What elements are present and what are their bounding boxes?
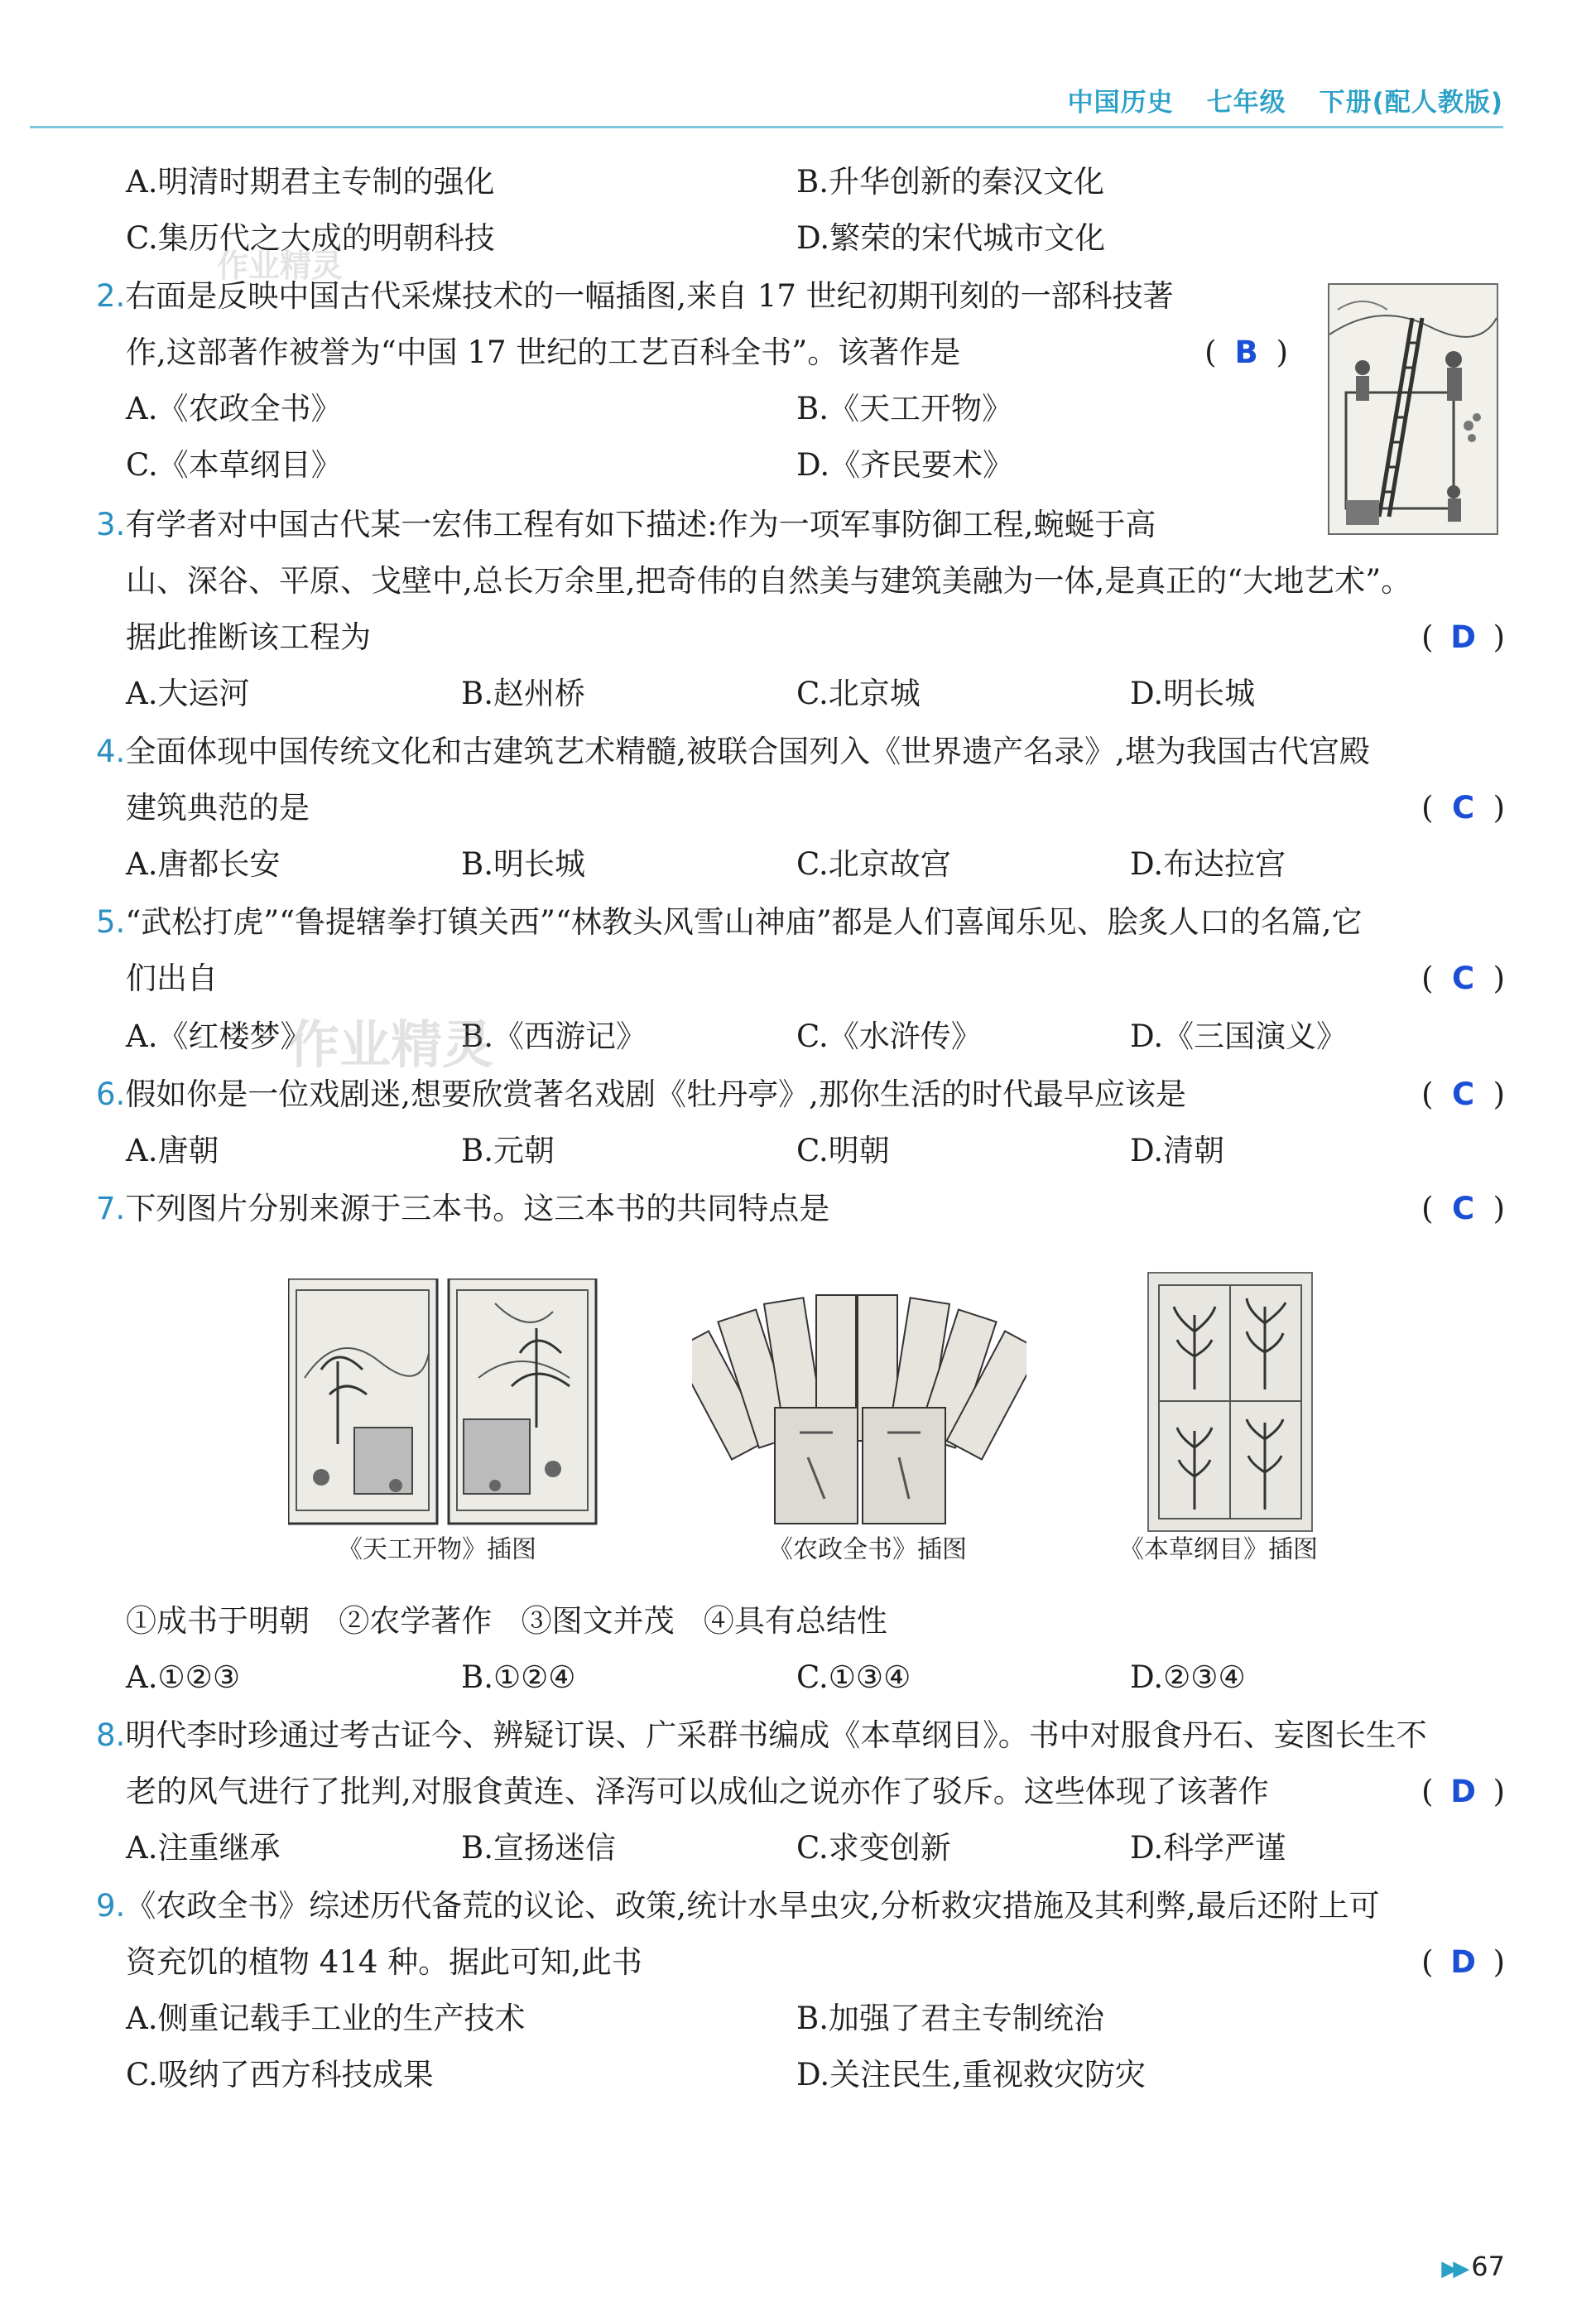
question-8 [96,1716,1427,1755]
question-number: 5. [96,904,126,940]
answer-q8: ( D ) [1421,1772,1505,1812]
q3-option-c: C.北京城 [796,676,921,711]
nongzheng-quanshu-illustration [692,1275,1026,1529]
question-text: 假如你是一位戏剧迷,想要欣赏著名戏剧《牡丹亭》,那你生活的时代最早应该是 [125,1076,1186,1112]
q7-option-a: A.①②③ [126,1659,240,1695]
header-subject: 中国历史 [1067,88,1174,118]
q5-option-d: D.《三国演义》 [1130,1019,1348,1054]
q4-option-b: B.明长城 [461,846,585,882]
bencao-gangmu-drawing [1149,1274,1311,1530]
q1-option-c: C.集历代之大成的明朝科技 [126,220,495,256]
question-3 [96,505,1156,545]
q9-option-a: A.侧重记载手工业的生产技术 [126,2001,526,2036]
watermark: 作业精灵 [217,248,344,284]
answer-letter: C [1451,961,1475,996]
q1-option-a: A.明清时期君主专制的强化 [126,164,495,200]
question-text: 明代李时珍通过考古证今、辨疑订误、广采群书编成《本草纲目》。书中对服食丹石、妄图长生不 [125,1717,1427,1753]
answer-q5: ( C ) [1421,959,1505,999]
bencao-gangmu-illustration [1147,1272,1313,1532]
answer-letter: C [1451,1191,1475,1226]
question-text: 据此推断该工程为 [126,619,371,655]
coal-mining-illustration [1328,283,1498,535]
q7-option-c: C.①③④ [796,1659,911,1695]
question-9 [96,1886,1380,1926]
q8-option-b: B.宣扬迷信 [461,1830,616,1866]
q9-option-c: C.吸纳了西方科技成果 [126,2057,434,2093]
answer-q2: ( B ) [1204,333,1288,373]
header-title [1035,81,1503,118]
q2-option-b: B.《天工开物》 [796,391,1012,426]
question-7 [96,1189,829,1229]
question-text: 老的风气进行了批判,对服食黄连、泽泻可以成仙之说亦作了驳斥。这些体现了该著作 [126,1774,1269,1809]
question-5 [96,903,1363,942]
question-number: 9. [96,1888,126,1924]
q6-option-d: D.清朝 [1130,1133,1225,1168]
answer-letter: B [1234,335,1258,370]
q9-option-d: D.关注民生,重视救灾防灾 [796,2057,1146,2093]
question-text: 资充饥的植物 414 种。据此可知,此书 [126,1944,642,1980]
question-text: 下列图片分别来源于三本书。这三本书的共同特点是 [125,1191,830,1226]
tiangong-kaiwu-illustration [288,1279,598,1527]
q7-option-d: D.②③④ [1130,1659,1246,1695]
q1-option-b: B.升华创新的秦汉文化 [796,164,1104,200]
answer-letter: C [1451,790,1475,826]
answer-letter: D [1450,1774,1476,1809]
answer-q7: ( C ) [1421,1189,1505,1229]
q2-option-a: A.《农政全书》 [126,391,342,426]
question-4 [96,732,1370,772]
q2-option-c: C.《本草纲目》 [126,447,342,483]
caption-tiangong-kaiwu: 《天工开物》插图 [338,1535,536,1564]
q6-option-a: A.唐朝 [126,1133,219,1168]
q8-option-d: D.科学严谨 [1130,1830,1286,1866]
caption-nongzheng-quanshu: 《农政全书》插图 [768,1535,967,1564]
answer-q6: ( C ) [1421,1075,1505,1115]
answer-letter: D [1450,619,1476,655]
question-text: 山、深谷、平原、戈壁中,总长万余里,把奇伟的自然美与建筑美融为一体,是真正的“大地艺术”。 [126,563,1412,599]
q8-option-c: C.求变创新 [796,1830,951,1866]
question-text: 有学者对中国古代某一宏伟工程有如下描述:作为一项军事防御工程,蜿蜒于高 [125,507,1156,542]
page-number: 67 [1471,2251,1505,2282]
q5-option-c: C.《水浒传》 [796,1019,982,1054]
coal-mining-drawing [1329,285,1497,533]
q6-option-c: C.明朝 [796,1133,890,1168]
question-number: 2. [96,278,126,314]
q7-option-b: B.①②④ [461,1659,576,1695]
question-text: 建筑典范的是 [126,790,310,826]
answer-letter: D [1450,1944,1476,1980]
watermark: 作业精灵 [288,1014,494,1075]
question-text: “武松打虎”“鲁提辖拳打镇关西”“林教头风雪山神庙”都是人们喜闻乐见、脍炙人口的名篇,它 [125,904,1363,940]
header-grade: 七年级 [1206,88,1286,118]
page-header [30,73,1503,128]
q4-option-c: C.北京故宫 [796,846,951,882]
question-text: 们出自 [126,961,218,996]
tiangong-kaiwu-drawing [288,1279,598,1527]
question-number: 3. [96,507,126,542]
arrow-icon: ▶▶ [1441,2256,1465,2281]
page-footer [1441,2251,1505,2282]
header-volume: 下册(配人教版) [1319,88,1503,118]
q5-option-a: A.《红楼梦》 [126,1019,311,1054]
q3-option-b: B.赵州桥 [461,676,585,711]
q7-statements: ①成书于明朝 ②农学著作 ③图文并茂 ④具有总结性 [126,1603,887,1639]
nongzheng-quanshu-drawing [692,1275,1026,1529]
q5-option-b: B.《西游记》 [461,1019,647,1054]
q2-option-d: D.《齐民要术》 [796,447,1014,483]
question-text: 《农政全书》综述历代备荒的议论、政策,统计水旱虫灾,分析救灾措施及其利弊,最后还附上可 [125,1888,1380,1924]
answer-q3: ( D ) [1421,618,1505,657]
question-6 [96,1075,1186,1115]
q6-option-b: B.元朝 [461,1133,555,1168]
answer-q9: ( D ) [1421,1943,1505,1982]
q4-option-d: D.布达拉宫 [1130,846,1286,882]
q8-option-a: A.注重继承 [126,1830,281,1866]
caption-bencao-gangmu: 《本草纲目》插图 [1119,1535,1318,1564]
question-number: 6. [96,1076,126,1112]
q3-option-d: D.明长城 [1130,676,1256,711]
question-text: 右面是反映中国古代采煤技术的一幅插图,来自 17 世纪初期刊刻的一部科技著 [125,278,1174,314]
question-text: 作,这部著作被誉为“中国 17 世纪的工艺百科全书”。该著作是 [126,335,961,370]
question-number: 4. [96,734,126,769]
q1-option-d: D.繁荣的宋代城市文化 [796,220,1106,256]
q9-option-b: B.加强了君主专制统治 [796,2001,1104,2036]
question-number: 8. [96,1717,126,1753]
answer-q4: ( C ) [1421,788,1505,828]
q4-option-a: A.唐都长安 [126,846,281,882]
question-text: 全面体现中国传统文化和古建筑艺术精髓,被联合国列入《世界遗产名录》,堪为我国古代宫殿 [125,734,1370,769]
question-number: 7. [96,1191,126,1226]
answer-letter: C [1451,1076,1475,1112]
q3-option-a: A.大运河 [126,676,250,711]
